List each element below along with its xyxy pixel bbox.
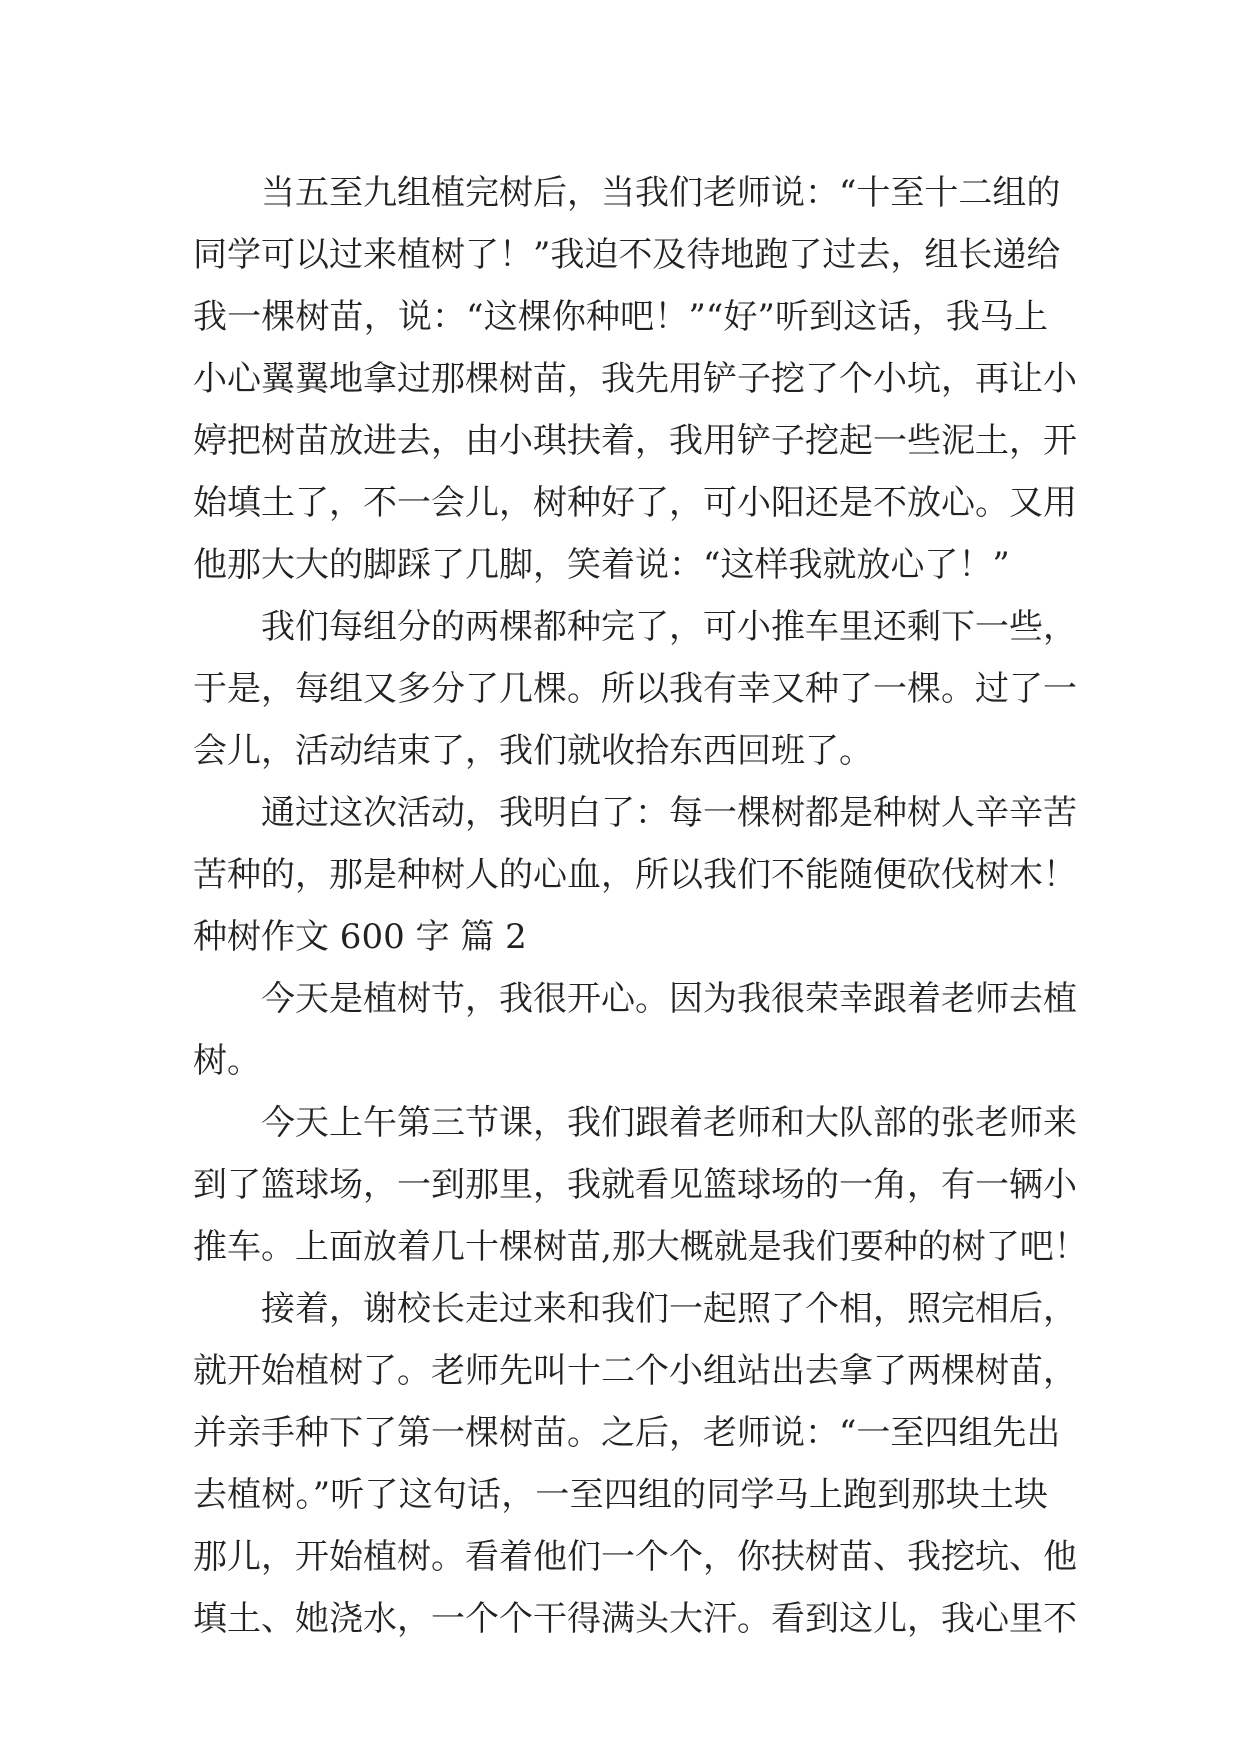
text-line: 推车。上面放着几十棵树苗,那大概就是我们要种的树了吧！ [193, 1227, 1088, 1267]
text-line: 我一棵树苗，说：“这棵你种吧！”“好”听到这话，我马上 [193, 297, 1048, 337]
text-line: 去植树。”听了这句话，一至四组的同学马上跑到那块土块 [193, 1475, 1048, 1515]
text-line: 今天上午第三节课，我们跟着老师和大队部的张老师来 [261, 1103, 1077, 1143]
section-heading: 种树作文 600 字 篇 2 [193, 917, 527, 957]
text-line: 那儿，开始植树。看着他们一个个，你扶树苗、我挖坑、他 [193, 1537, 1077, 1577]
text-line: 始填土了，不一会儿，树种好了，可小阳还是不放心。又用 [193, 483, 1077, 523]
text-line: 就开始植树了。老师先叫十二个小组站出去拿了两棵树苗， [193, 1351, 1077, 1391]
text-line: 接着，谢校长走过来和我们一起照了个相，照完相后， [261, 1289, 1077, 1329]
paragraph [193, 1092, 1088, 1278]
text-line: 会儿，活动结束了，我们就收拾东西回班了。 [193, 731, 873, 771]
paragraph [193, 596, 1077, 782]
text-line: 通过这次活动，我明白了：每一棵树都是种树人辛辛苦 [261, 793, 1077, 833]
text-line: 到了篮球场，一到那里，我就看见篮球场的一角，有一辆小 [193, 1165, 1077, 1205]
document-body [193, 162, 1088, 1650]
paragraph [193, 1278, 1077, 1650]
text-line: 同学可以过来植树了！”我迫不及待地跑了过去，组长递给 [193, 235, 1061, 275]
paragraph [193, 782, 1077, 906]
paragraph [193, 162, 1077, 596]
text-line: 当五至九组植完树后，当我们老师说：“十至十二组的 [261, 173, 1061, 213]
paragraph [193, 968, 1077, 1092]
text-line: 小心翼翼地拿过那棵树苗，我先用铲子挖了个小坑，再让小 [193, 359, 1077, 399]
text-line: 填土、她浇水，一个个干得满头大汗。看到这儿，我心里不 [193, 1599, 1077, 1639]
text-line: 婷把树苗放进去，由小琪扶着，我用铲子挖起一些泥土，开 [193, 421, 1077, 461]
text-line: 于是，每组又多分了几棵。所以我有幸又种了一棵。过了一 [193, 669, 1077, 709]
text-line: 树。 [193, 1041, 261, 1081]
text-line: 今天是植树节，我很开心。因为我很荣幸跟着老师去植 [261, 979, 1077, 1019]
text-line: 并亲手种下了第一棵树苗。之后，老师说：“一至四组先出 [193, 1413, 1061, 1453]
text-line: 我们每组分的两棵都种完了，可小推车里还剩下一些， [261, 607, 1077, 647]
text-line: 他那大大的脚踩了几脚，笑着说：“这样我就放心了！” [193, 545, 1010, 585]
text-line: 苦种的，那是种树人的心血，所以我们不能随便砍伐树木！ [193, 855, 1077, 895]
